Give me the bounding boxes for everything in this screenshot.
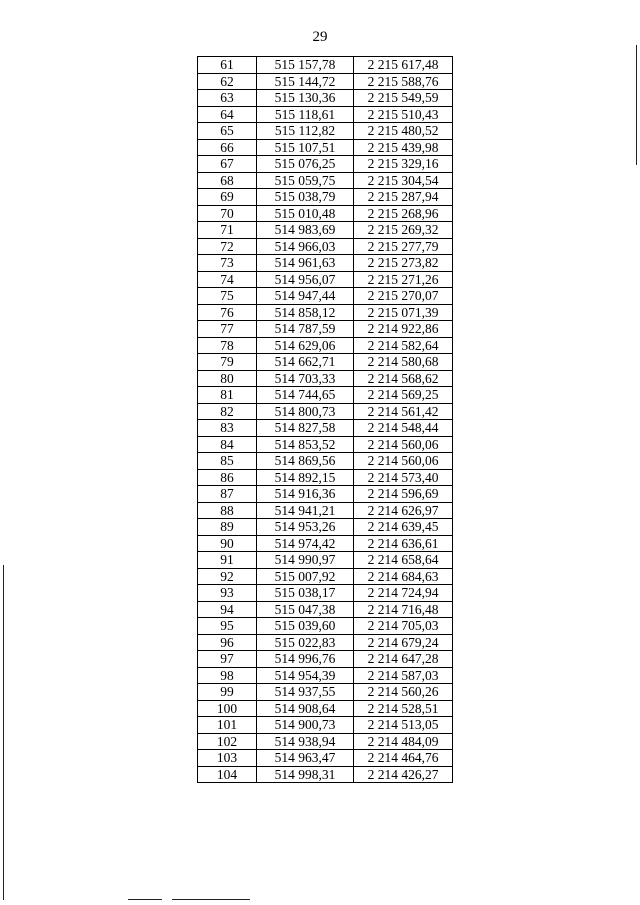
table-row [198,123,453,140]
scan-edge-mark-right [636,45,637,165]
x-coordinate-cell: 514 662,71 [257,354,354,371]
point-number-cell: 99 [198,684,257,701]
y-coordinate-cell: 2 214 560,06 [354,453,453,470]
table-row [198,255,453,272]
x-coordinate-cell: 515 007,92 [257,568,354,585]
y-coordinate-cell: 2 215 617,48 [354,57,453,74]
point-number-cell: 87 [198,486,257,503]
point-number-cell: 100 [198,700,257,717]
y-coordinate-cell: 2 214 560,26 [354,684,453,701]
point-number-cell: 73 [198,255,257,272]
table-row [198,222,453,239]
y-coordinate-cell: 2 214 464,76 [354,750,453,767]
point-number-cell: 61 [198,57,257,74]
y-coordinate-cell: 2 215 480,52 [354,123,453,140]
x-coordinate-cell: 514 800,73 [257,403,354,420]
point-number-cell: 62 [198,73,257,90]
x-coordinate-cell: 515 022,83 [257,634,354,651]
point-number-cell: 104 [198,766,257,783]
x-coordinate-cell: 514 983,69 [257,222,354,239]
y-coordinate-cell: 2 214 639,45 [354,519,453,536]
point-number-cell: 101 [198,717,257,734]
point-number-cell: 79 [198,354,257,371]
coordinates-table [197,56,453,783]
table-row [198,304,453,321]
y-coordinate-cell: 2 215 329,16 [354,156,453,173]
point-number-cell: 71 [198,222,257,239]
table-row [198,469,453,486]
y-coordinate-cell: 2 215 549,59 [354,90,453,107]
y-coordinate-cell: 2 214 484,09 [354,733,453,750]
y-coordinate-cell: 2 214 636,61 [354,535,453,552]
point-number-cell: 86 [198,469,257,486]
x-coordinate-cell: 514 937,55 [257,684,354,701]
x-coordinate-cell: 514 974,42 [257,535,354,552]
point-number-cell: 97 [198,651,257,668]
point-number-cell: 88 [198,502,257,519]
x-coordinate-cell: 515 112,82 [257,123,354,140]
table-row [198,552,453,569]
table-row [198,717,453,734]
x-coordinate-cell: 514 827,58 [257,420,354,437]
point-number-cell: 91 [198,552,257,569]
point-number-cell: 94 [198,601,257,618]
point-number-cell: 64 [198,106,257,123]
table-row [198,601,453,618]
scan-edge-mark-left [3,565,4,900]
table-row [198,73,453,90]
x-coordinate-cell: 515 076,25 [257,156,354,173]
y-coordinate-cell: 2 214 587,03 [354,667,453,684]
y-coordinate-cell: 2 214 426,27 [354,766,453,783]
y-coordinate-cell: 2 215 287,94 [354,189,453,206]
x-coordinate-cell: 514 744,65 [257,387,354,404]
y-coordinate-cell: 2 214 528,51 [354,700,453,717]
point-number-cell: 72 [198,238,257,255]
point-number-cell: 65 [198,123,257,140]
table-row [198,486,453,503]
x-coordinate-cell: 515 039,60 [257,618,354,635]
page-number: 29 [312,29,328,45]
x-coordinate-cell: 515 130,36 [257,90,354,107]
point-number-cell: 95 [198,618,257,635]
x-coordinate-cell: 514 629,06 [257,337,354,354]
point-number-cell: 83 [198,420,257,437]
table-row [198,453,453,470]
point-number-cell: 85 [198,453,257,470]
table-row [198,568,453,585]
point-number-cell: 92 [198,568,257,585]
x-coordinate-cell: 515 010,48 [257,205,354,222]
x-coordinate-cell: 514 996,76 [257,651,354,668]
y-coordinate-cell: 2 214 560,06 [354,436,453,453]
point-number-cell: 102 [198,733,257,750]
y-coordinate-cell: 2 214 561,42 [354,403,453,420]
x-coordinate-cell: 514 941,21 [257,502,354,519]
point-number-cell: 93 [198,585,257,602]
table-row [198,618,453,635]
y-coordinate-cell: 2 215 510,43 [354,106,453,123]
table-row [198,667,453,684]
point-number-cell: 77 [198,321,257,338]
x-coordinate-cell: 515 107,51 [257,139,354,156]
point-number-cell: 74 [198,271,257,288]
x-coordinate-cell: 514 853,52 [257,436,354,453]
x-coordinate-cell: 515 047,38 [257,601,354,618]
y-coordinate-cell: 2 214 596,69 [354,486,453,503]
x-coordinate-cell: 514 947,44 [257,288,354,305]
y-coordinate-cell: 2 214 626,97 [354,502,453,519]
table-row [198,420,453,437]
table-row [198,288,453,305]
point-number-cell: 75 [198,288,257,305]
table-row [198,684,453,701]
y-coordinate-cell: 2 214 684,63 [354,568,453,585]
y-coordinate-cell: 2 215 588,76 [354,73,453,90]
point-number-cell: 66 [198,139,257,156]
point-number-cell: 70 [198,205,257,222]
y-coordinate-cell: 2 215 071,39 [354,304,453,321]
y-coordinate-cell: 2 214 679,24 [354,634,453,651]
table-row [198,106,453,123]
x-coordinate-cell: 514 900,73 [257,717,354,734]
x-coordinate-cell: 515 059,75 [257,172,354,189]
table-row [198,634,453,651]
y-coordinate-cell: 2 214 647,28 [354,651,453,668]
x-coordinate-cell: 514 703,33 [257,370,354,387]
y-coordinate-cell: 2 215 277,79 [354,238,453,255]
x-coordinate-cell: 514 963,47 [257,750,354,767]
x-coordinate-cell: 515 144,72 [257,73,354,90]
coordinates-table-body [198,57,453,783]
point-number-cell: 89 [198,519,257,536]
scan-bottom-mark [172,899,250,900]
point-number-cell: 98 [198,667,257,684]
point-number-cell: 69 [198,189,257,206]
x-coordinate-cell: 514 998,31 [257,766,354,783]
y-coordinate-cell: 2 214 724,94 [354,585,453,602]
table-row [198,238,453,255]
x-coordinate-cell: 514 858,12 [257,304,354,321]
table-row [198,519,453,536]
point-number-cell: 103 [198,750,257,767]
y-coordinate-cell: 2 214 568,62 [354,370,453,387]
point-number-cell: 81 [198,387,257,404]
x-coordinate-cell: 514 956,07 [257,271,354,288]
x-coordinate-cell: 514 953,26 [257,519,354,536]
y-coordinate-cell: 2 214 548,44 [354,420,453,437]
y-coordinate-cell: 2 215 304,54 [354,172,453,189]
x-coordinate-cell: 514 787,59 [257,321,354,338]
x-coordinate-cell: 515 157,78 [257,57,354,74]
point-number-cell: 78 [198,337,257,354]
table-row [198,172,453,189]
table-row [198,139,453,156]
table-row [198,354,453,371]
table-row [198,700,453,717]
table-row [198,502,453,519]
point-number-cell: 96 [198,634,257,651]
table-row [198,585,453,602]
table-row [198,651,453,668]
point-number-cell: 80 [198,370,257,387]
x-coordinate-cell: 514 954,39 [257,667,354,684]
table-row [198,403,453,420]
y-coordinate-cell: 2 214 705,03 [354,618,453,635]
y-coordinate-cell: 2 214 716,48 [354,601,453,618]
x-coordinate-cell: 514 961,63 [257,255,354,272]
y-coordinate-cell: 2 214 582,64 [354,337,453,354]
table-row [198,535,453,552]
x-coordinate-cell: 514 990,97 [257,552,354,569]
x-coordinate-cell: 515 038,17 [257,585,354,602]
table-row [198,156,453,173]
table-row [198,205,453,222]
x-coordinate-cell: 514 916,36 [257,486,354,503]
table-row [198,321,453,338]
x-coordinate-cell: 514 892,15 [257,469,354,486]
x-coordinate-cell: 514 966,03 [257,238,354,255]
point-number-cell: 76 [198,304,257,321]
x-coordinate-cell: 514 938,94 [257,733,354,750]
point-number-cell: 67 [198,156,257,173]
y-coordinate-cell: 2 215 273,82 [354,255,453,272]
y-coordinate-cell: 2 214 573,40 [354,469,453,486]
y-coordinate-cell: 2 214 569,25 [354,387,453,404]
x-coordinate-cell: 515 038,79 [257,189,354,206]
table-row [198,337,453,354]
table-row [198,766,453,783]
point-number-cell: 90 [198,535,257,552]
y-coordinate-cell: 2 214 658,64 [354,552,453,569]
table-row [198,387,453,404]
y-coordinate-cell: 2 215 268,96 [354,205,453,222]
y-coordinate-cell: 2 215 270,07 [354,288,453,305]
table-row [198,370,453,387]
point-number-cell: 63 [198,90,257,107]
table-row [198,733,453,750]
table-row [198,750,453,767]
table-row [198,189,453,206]
table-row [198,90,453,107]
x-coordinate-cell: 515 118,61 [257,106,354,123]
y-coordinate-cell: 2 215 271,26 [354,271,453,288]
table-row [198,271,453,288]
y-coordinate-cell: 2 215 269,32 [354,222,453,239]
x-coordinate-cell: 514 869,56 [257,453,354,470]
point-number-cell: 84 [198,436,257,453]
y-coordinate-cell: 2 214 580,68 [354,354,453,371]
scan-bottom-mark [128,899,162,900]
table-row [198,436,453,453]
y-coordinate-cell: 2 215 439,98 [354,139,453,156]
x-coordinate-cell: 514 908,64 [257,700,354,717]
y-coordinate-cell: 2 214 513,05 [354,717,453,734]
point-number-cell: 68 [198,172,257,189]
point-number-cell: 82 [198,403,257,420]
y-coordinate-cell: 2 214 922,86 [354,321,453,338]
table-row [198,57,453,74]
